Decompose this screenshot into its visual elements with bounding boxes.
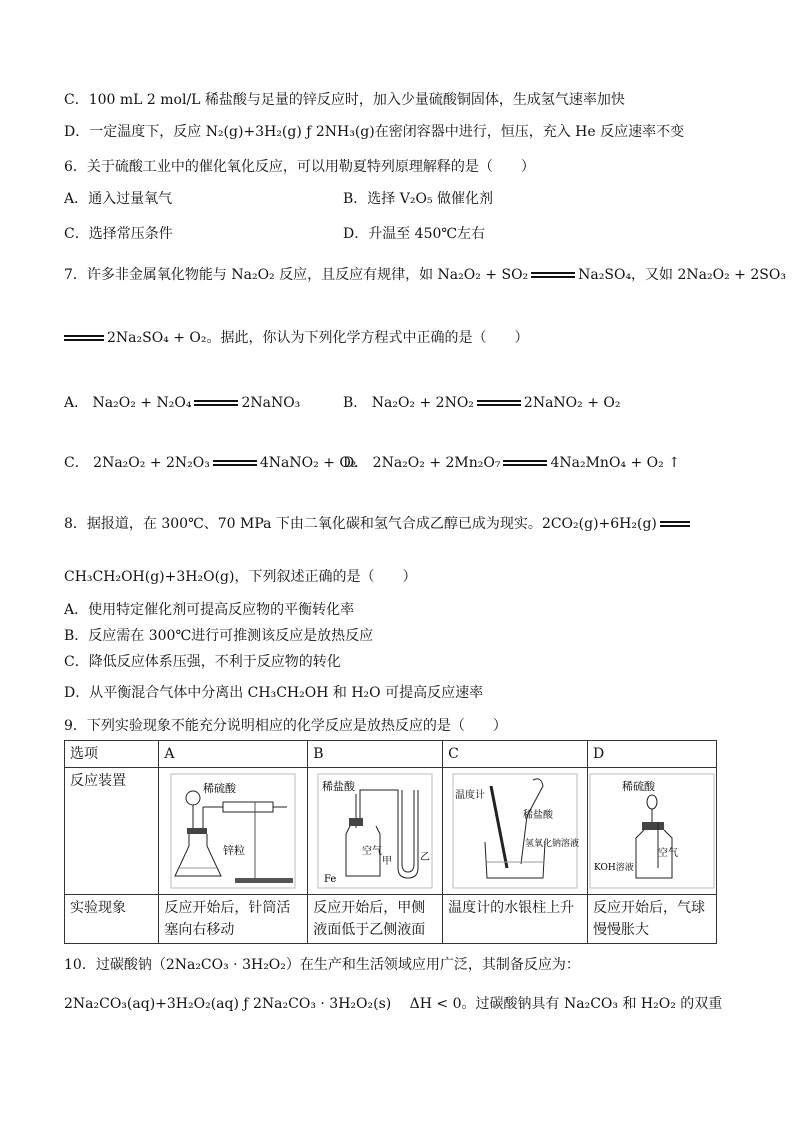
q7-b-left: B． Na₂O₂ + 2NO₂ bbox=[343, 395, 474, 411]
q10-stem: 10．过碳酸钠（2Na₂CO₃ · 3H₂O₂）在生产和生活领域应用广泛，其制备反应为： bbox=[64, 957, 580, 973]
q7-c-right: 4NaNO₂ + O₂ bbox=[259, 455, 357, 471]
q7-c-left: C． 2Na₂O₂ + 2N₂O₃ bbox=[64, 455, 210, 471]
q6-option-a: A．通入过量氧气 bbox=[64, 191, 173, 207]
fig-d-air-label: 空气 bbox=[658, 848, 678, 859]
q5-d-equation: N₂(g)+3H₂(g) ƒ 2NH₃(g) bbox=[205, 124, 375, 140]
header-cell: 选项 bbox=[65, 741, 159, 768]
fig-a-solid-label: 锌粒 bbox=[223, 844, 246, 857]
q7-d-left: D． 2Na₂O₂ + 2Mn₂O₇ bbox=[343, 455, 501, 471]
q7-stem-part2: Na₂SO₄，又如 2Na₂O₂ + 2SO₃ bbox=[578, 267, 786, 283]
apparatus-c bbox=[443, 768, 588, 895]
equals-bar-icon bbox=[194, 397, 238, 409]
q6-option-c: C．选择常压条件 bbox=[64, 226, 173, 242]
header-cell: A bbox=[159, 741, 308, 768]
result-cell: 温度计的水银柱上升 bbox=[443, 895, 588, 944]
q7-option-d bbox=[343, 453, 680, 473]
fig-b-jia-label: 甲 bbox=[382, 856, 393, 867]
q6-option-d: D．升温至 450℃左右 bbox=[343, 226, 486, 242]
apparatus-d bbox=[588, 768, 717, 895]
header-cell: D bbox=[588, 741, 717, 768]
fig-d-acid-label: 稀硫酸 bbox=[622, 780, 655, 793]
table-row-result bbox=[65, 895, 717, 944]
header-cell: C bbox=[443, 741, 588, 768]
q8-option-c: C．降低反应体系压强，不利于反应物的转化 bbox=[64, 654, 341, 670]
q5-d-prefix: D．一定温度下，反应 bbox=[64, 124, 206, 140]
q8-equation-line bbox=[64, 567, 416, 587]
equals-bar-icon bbox=[213, 457, 257, 469]
result-cell: 反应开始后，甲侧液面低于乙侧液面 bbox=[308, 895, 443, 944]
row-label: 反应装置 bbox=[65, 768, 159, 895]
q7-d-right: 4Na₂MnO₄ + O₂ ↑ bbox=[550, 455, 680, 471]
q8-equation-left: 2CO₂(g)+6H₂(g) bbox=[541, 516, 657, 532]
apparatus-a bbox=[159, 768, 308, 895]
q7-stem bbox=[64, 265, 786, 285]
header-cell: B bbox=[308, 741, 443, 768]
q5-option-c: C．100 mL 2 mol/L 稀盐酸与足量的锌反应时，加入少量硫酸铜固体，生成氢气速率加快 bbox=[64, 92, 625, 108]
row-label: 实验现象 bbox=[65, 895, 159, 944]
q10-equation-line bbox=[64, 994, 722, 1014]
fig-b-fe-label: Fe bbox=[324, 874, 337, 885]
table-header-row bbox=[65, 741, 717, 768]
q9-stem: 9．下列实验现象不能充分说明相应的化学反应是放热反应的是（ ） bbox=[64, 718, 507, 734]
q8-equation-right: CH₃CH₂OH(g)+3H₂O(g) bbox=[64, 569, 235, 585]
q7-option-a bbox=[64, 393, 300, 413]
apparatus-a-figure bbox=[169, 772, 297, 890]
q10-tail: 。过碳酸钠具有 Na₂CO₃ 和 H₂O₂ 的双重 bbox=[461, 996, 723, 1012]
fig-c-acid-label: 稀盐酸 bbox=[523, 810, 554, 821]
fig-b-acid-label: 稀盐酸 bbox=[322, 780, 356, 793]
equals-bar-icon bbox=[660, 518, 690, 530]
equals-bar-icon bbox=[531, 269, 575, 281]
q6-stem: 6．关于硫酸工业中的催化氧化反应，可以用勒夏特列原理解释的是（ ） bbox=[64, 159, 535, 175]
equals-bar-icon bbox=[64, 332, 104, 344]
q7-stem-part3: 2Na₂SO₄ + O₂。据此，你认为下列化学方程式中正确的是（ ） bbox=[107, 330, 529, 346]
q10-equation: 2Na₂CO₃(aq)+3H₂O₂(aq) ƒ 2Na₂CO₃ · 3H₂O₂(s) ΔH < 0 bbox=[64, 996, 462, 1012]
q7-a-left: A． Na₂O₂ + N₂O₄ bbox=[64, 395, 192, 411]
fig-d-koh-label: KOH溶液 bbox=[594, 863, 634, 873]
equals-bar-icon bbox=[477, 397, 521, 409]
fig-b-yi-label: 乙 bbox=[420, 852, 431, 863]
q6-option-b: B．选择 V₂O₅ 做催化剂 bbox=[343, 191, 494, 207]
q5-d-suffix: 在密闭容器中进行，恒压，充入 He 反应速率不变 bbox=[374, 124, 685, 140]
apparatus-c-figure bbox=[451, 772, 579, 890]
q5-option-d bbox=[64, 122, 684, 142]
q7-option-c bbox=[64, 453, 356, 473]
q7-stem-part1: 7．许多非金属氧化物能与 Na₂O₂ 反应，且反应有规律，如 Na₂O₂ + SO₂ bbox=[64, 267, 529, 283]
fig-a-acid-label: 稀硫酸 bbox=[203, 782, 237, 795]
q8-stem bbox=[64, 514, 693, 534]
q9-table bbox=[64, 740, 717, 944]
result-cell: 反应开始后，气球慢慢胀大 bbox=[588, 895, 717, 944]
q8-option-a: A．使用特定催化剂可提高反应物的平衡转化率 bbox=[64, 602, 355, 618]
q7-a-right: 2NaNO₃ bbox=[241, 395, 301, 411]
q8-stem-text: 8．据报道，在 300℃、70 MPa 下由二氧化碳和氢气合成乙醇已成为现实。 bbox=[64, 516, 542, 532]
table-row-apparatus bbox=[65, 768, 717, 895]
q8-option-d: D．从平衡混合气体中分离出 CH₃CH₂OH 和 H₂O 可提高反应速率 bbox=[64, 685, 484, 701]
q7-option-b bbox=[343, 393, 621, 413]
fig-c-therm-label: 温度计 bbox=[455, 790, 486, 801]
q8-stem-tail: ，下列叙述正确的是（ ） bbox=[234, 569, 417, 585]
q7-stem-continued bbox=[64, 328, 529, 348]
q8-option-b: B．反应需在 300℃进行可推测该反应是放热反应 bbox=[64, 628, 374, 644]
apparatus-d-figure bbox=[588, 772, 716, 890]
fig-b-air-label: 空气 bbox=[362, 846, 383, 857]
equals-bar-icon bbox=[503, 457, 547, 469]
apparatus-b bbox=[308, 768, 443, 895]
apparatus-b-figure bbox=[316, 772, 434, 890]
fig-c-sol-label: 氢氧化钠溶液 bbox=[525, 839, 580, 849]
result-cell: 反应开始后，针筒活塞向右移动 bbox=[159, 895, 308, 944]
q7-b-right: 2NaNO₂ + O₂ bbox=[523, 395, 621, 411]
